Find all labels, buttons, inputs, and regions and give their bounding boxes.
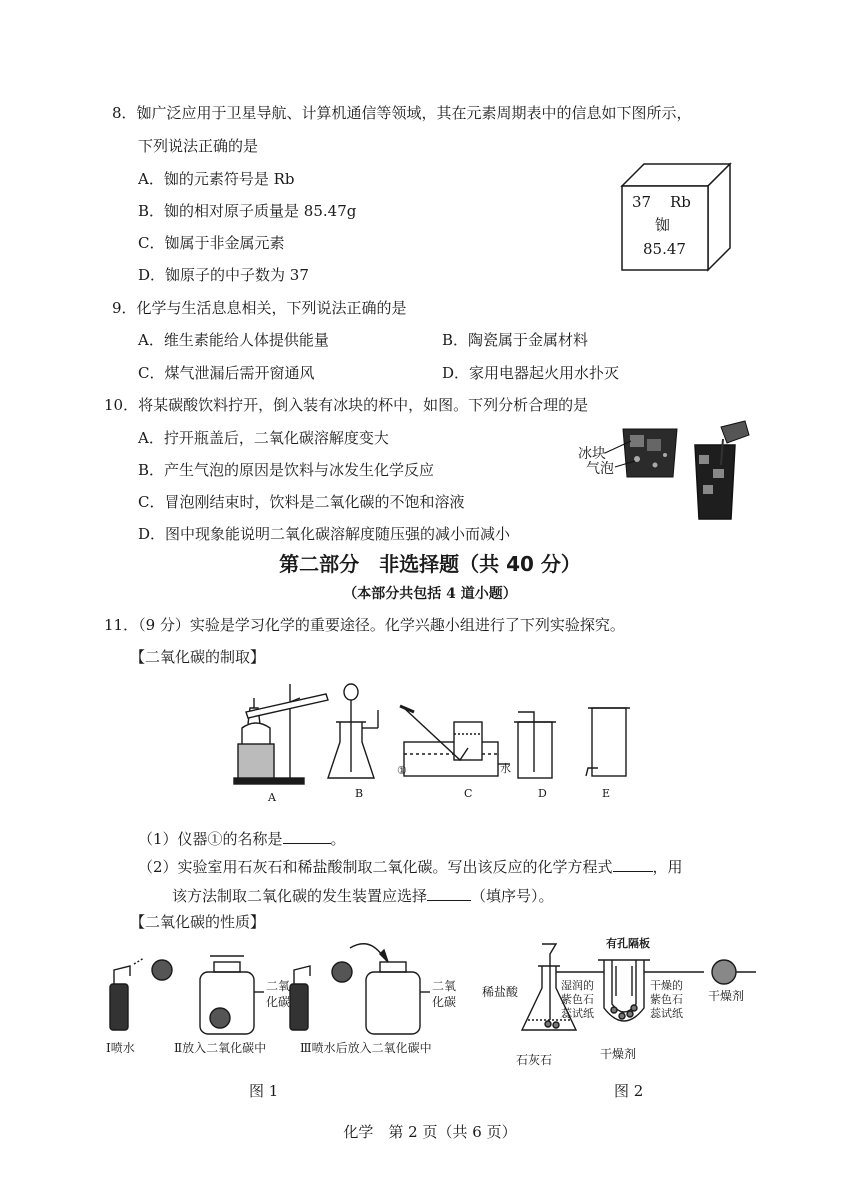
fig2-dry-label-3: 蕊试纸 bbox=[650, 1007, 683, 1020]
q8-stem-line1: 8．铷广泛应用于卫星导航、计算机通信等领域，其在元素周期表中的信息如下图所示， bbox=[112, 104, 692, 122]
q9-option-a: A．维生素能给人体提供能量 bbox=[138, 331, 329, 349]
q9-option-b: B．陶瓷属于金属材料 bbox=[442, 331, 589, 349]
q11-part2-line1 bbox=[138, 857, 683, 875]
apparatus-label-a: A bbox=[268, 791, 276, 804]
fig1-co2-label-b2: 化碳 bbox=[432, 995, 457, 1009]
element-symbol: Rb bbox=[670, 193, 691, 211]
q11-heading-preparation: 【二氧化碳的制取】 bbox=[130, 648, 266, 666]
q10-option-c: C．冒泡刚结束时，饮料是二氧化碳的不饱和溶液 bbox=[138, 493, 465, 511]
fig2-limestone-label: 石灰石 bbox=[516, 1053, 553, 1067]
q9-option-d: D．家用电器起火用水扑灭 bbox=[442, 364, 620, 382]
fig1-caption-i: Ⅰ喷水 bbox=[106, 1041, 135, 1055]
element-name: 铷 bbox=[655, 216, 671, 234]
fig1-co2-label-a2: 化碳 bbox=[266, 995, 291, 1009]
q11-part2-end: （填序号）。 bbox=[471, 887, 554, 905]
q11-part1-end: 。 bbox=[330, 830, 346, 848]
ice-label: 冰块 bbox=[578, 446, 606, 462]
fig2-dry-label-1: 干燥的 bbox=[650, 979, 683, 992]
bubble-label: 气泡 bbox=[586, 461, 614, 477]
q8-option-a: A．铷的元素符号是 Rb bbox=[138, 170, 295, 188]
q10-option-b: B．产生气泡的原因是饮料与冰发生化学反应 bbox=[138, 461, 435, 479]
fig2-acid-label: 稀盐酸 bbox=[482, 985, 519, 999]
q11-stem: 11．（9 分）实验是学习化学的重要途径。化学兴趣小组进行了下列实验探究。 bbox=[104, 616, 625, 634]
apparatus-label-d: D bbox=[538, 787, 547, 800]
fig2-wet-label-3: 蕊试纸 bbox=[561, 1007, 594, 1020]
figure1-drawing bbox=[104, 944, 434, 1044]
q8-option-b: B．铷的相对原子质量是 85.47g bbox=[138, 202, 357, 220]
part2-subtitle: （本部分共包括 4 道小题） bbox=[343, 586, 517, 602]
apparatus-label-c: C bbox=[464, 787, 473, 800]
q11-part2-line2 bbox=[172, 886, 554, 904]
q11-part2-device-blank[interactable] bbox=[427, 886, 471, 901]
fig2-wet-label-1: 湿润的 bbox=[561, 979, 594, 992]
element-mass: 85.47 bbox=[643, 240, 686, 258]
fig1-co2-label-b1: 二氧 bbox=[432, 979, 457, 993]
element-number: 37 bbox=[632, 193, 652, 211]
element-cube-figure bbox=[622, 164, 752, 274]
fig2-dry-label-2: 紫色石 bbox=[650, 993, 683, 1006]
q8-option-c: C．铷属于非金属元素 bbox=[138, 234, 285, 252]
figure1-title: 图 1 bbox=[249, 1082, 279, 1100]
page-footer: 化学 第 2 页（共 6 页） bbox=[343, 1123, 517, 1141]
q9-stem: 9．化学与生活息息相关，下列说法正确的是 bbox=[112, 299, 407, 317]
q8-option-d: D．铷原子的中子数为 37 bbox=[138, 266, 309, 284]
q8-stem-line2: 下列说法正确的是 bbox=[138, 137, 259, 155]
instrument-one-marker: ① bbox=[397, 764, 407, 777]
part2-title: 第二部分 非选择题（共 40 分） bbox=[279, 552, 581, 576]
apparatus-label-e: E bbox=[602, 787, 611, 800]
q11-part2-equation-blank[interactable] bbox=[613, 857, 653, 872]
q11-part1 bbox=[138, 829, 346, 847]
q10-option-a: A．拧开瓶盖后，二氧化碳溶解度变大 bbox=[138, 429, 389, 447]
apparatus-figure bbox=[228, 682, 648, 792]
fig1-caption-ii: Ⅱ放入二氧化碳中 bbox=[174, 1041, 267, 1055]
q11-part2-text: （2）实验室用石灰石和稀盐酸制取二氧化碳。写出该反应的化学方程式 bbox=[138, 858, 613, 876]
q11-part1-blank[interactable] bbox=[283, 829, 331, 844]
q11-heading-properties: 【二氧化碳的性质】 bbox=[130, 913, 266, 931]
figure2-title: 图 2 bbox=[614, 1082, 644, 1100]
fig1-co2-label-a1: 二氧 bbox=[266, 979, 291, 993]
q10-stem: 10．将某碳酸饮料拧开，倒入装有冰块的杯中，如图。下列分析合理的是 bbox=[104, 396, 589, 414]
q9-option-c: C．煤气泄漏后需开窗通风 bbox=[138, 364, 315, 382]
fig2-drier-bottom-label: 干燥剂 bbox=[600, 1047, 637, 1061]
fig1-caption-iii: Ⅲ喷水后放入二氧化碳中 bbox=[300, 1041, 432, 1055]
fig2-wet-label-2: 紫色石 bbox=[561, 993, 594, 1006]
q11-part2-mid: ，用 bbox=[652, 858, 683, 876]
fig2-plate-label: 有孔隔板 bbox=[606, 937, 650, 950]
q11-part2-text2: 该方法制取二氧化碳的发生装置应选择 bbox=[172, 887, 428, 905]
q10-option-d: D．图中现象能说明二氧化碳溶解度随压强的减小而减小 bbox=[138, 525, 511, 543]
q11-part1-text: （1）仪器①的名称是 bbox=[138, 830, 283, 848]
water-label: 水 bbox=[500, 762, 511, 775]
fig2-drier-right-label: 干燥剂 bbox=[708, 989, 745, 1003]
apparatus-label-b: B bbox=[355, 787, 364, 800]
